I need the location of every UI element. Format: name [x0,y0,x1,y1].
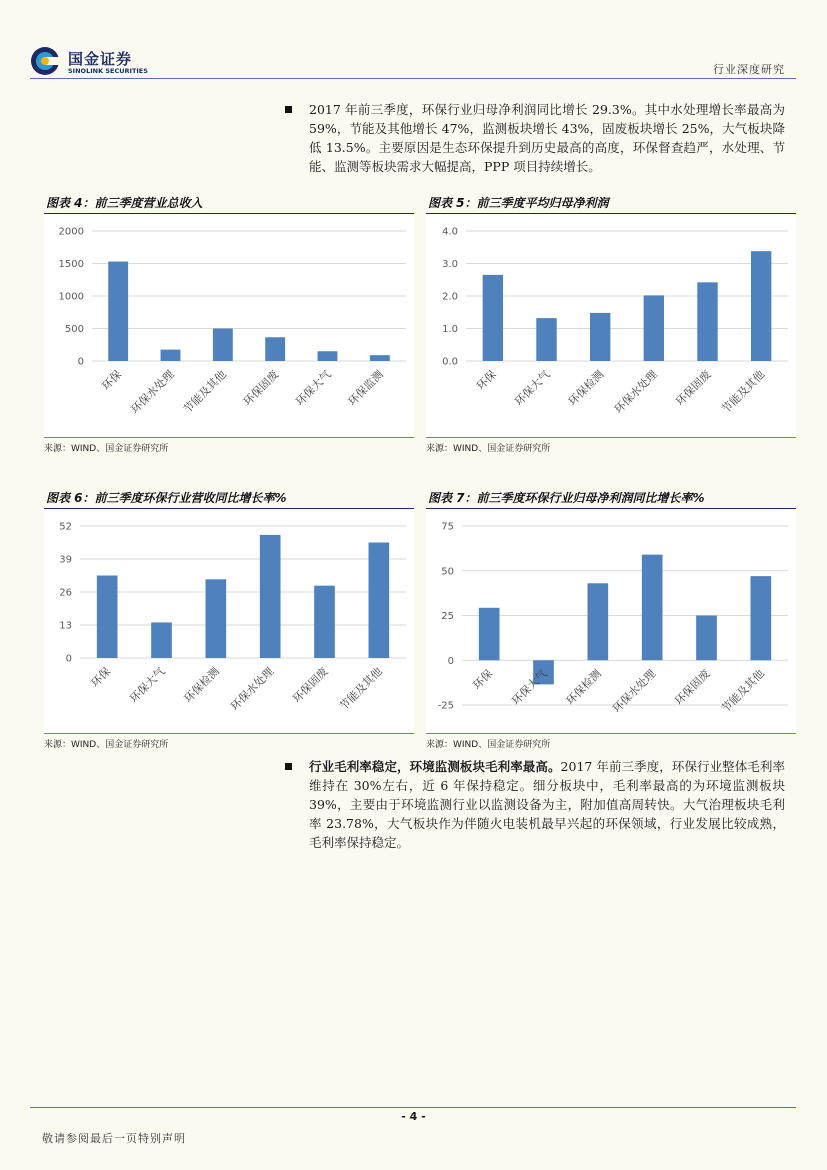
x-category-label: 环保大气 [127,664,168,706]
bar [536,318,556,361]
paragraph-body [309,757,785,852]
x-category-label: 环保固废 [673,367,714,409]
x-category-label: 环保大气 [509,667,550,708]
header-divider [30,78,796,79]
x-category-label: 环保 [88,664,114,690]
y-tick-label: 0 [65,653,72,665]
bar [642,555,663,661]
paragraph-text: 2017 年前三季度，环保行业整体毛利率维持在 30%左右，近 6 年保持稳定。细分板块中，毛利率最高的为环境监测板块 39%，主要由于环境监测行业以监测设备为主，附加值高周转快。大气治理板块毛利率 23.78%，大气板块作为伴随火电装机最早兴起的环保领域，行业发展比较成熟，毛利率保持稳定。 [309,759,785,850]
bullet-paragraph-profit [285,100,785,176]
chart-svg-fig6 [44,510,414,733]
bar [751,576,772,660]
y-tick-label: 1500 [58,259,84,270]
page-header [0,0,827,84]
chart-area [426,510,796,733]
bar [751,251,771,361]
page-number: - 4 - [401,1110,426,1123]
x-category-label: 环保检测 [181,664,222,706]
logo-cn-text: 国金证券 [68,50,133,68]
y-tick-label: 3.0 [442,259,458,270]
y-tick-label: 2.0 [442,291,458,303]
chart-area [44,510,414,733]
bar [213,329,233,362]
bar [318,351,338,361]
y-tick-label: 50 [441,566,454,578]
chart-area [426,215,796,437]
bar [260,535,281,658]
y-tick-label: 75 [441,521,454,533]
x-category-label: 环保固废 [290,664,331,706]
report-type: 行业深度研究 [713,63,785,76]
bullet-square-icon [285,763,292,770]
bullet-paragraph-margin [285,757,785,852]
x-category-label: 节能及其他 [718,667,767,716]
x-category-label: 环保大气 [293,367,334,409]
y-tick-label: 0.0 [442,356,458,368]
y-tick-label: 0 [77,356,84,368]
y-tick-label: 39 [59,554,72,566]
y-tick-label: 500 [64,324,84,335]
bar [314,586,335,658]
chart-svg-fig5 [426,215,796,437]
y-tick-label: 26 [59,587,72,599]
y-tick-label: 1000 [58,291,84,303]
bar [590,313,610,361]
disclaimer-note: 敬请参阅最后一页特别声明 [42,1132,186,1145]
bar [161,350,181,361]
bar [265,337,285,361]
x-category-label: 环保检测 [563,667,604,708]
chart-title: 图表 7：前三季度环保行业归母净利润同比增长率% [426,489,796,509]
bar [696,616,717,661]
chart-title: 图表 4：前三季度营业总收入 [44,194,414,214]
chart-source: 来源：WIND、国金证券研究所 [426,437,796,454]
y-tick-label: -25 [437,700,454,712]
x-category-label: 环保检测 [565,367,607,409]
bar [108,262,128,361]
x-category-label: 环保 [474,367,499,393]
x-category-label: 环保固废 [240,367,282,409]
x-category-label: 环保水处理 [610,667,659,716]
y-tick-label: 25 [441,611,454,622]
y-tick-label: 2000 [58,226,84,238]
chart-title: 图表 6：前三季度环保行业营收同比增长率% [44,489,414,509]
chart-source: 来源：WIND、国金证券研究所 [44,733,414,750]
bullet-square-icon [285,106,292,113]
x-category-label: 环保 [99,367,125,393]
chart-source: 来源：WIND、国金证券研究所 [44,437,414,454]
chart-svg-fig4 [44,215,414,437]
bar [483,275,503,361]
x-category-label: 环保监测 [345,367,386,409]
x-category-label: 节能及其他 [336,664,385,714]
x-category-label: 环保水处理 [128,367,177,417]
y-tick-label: 13 [59,620,72,632]
x-category-label: 环保 [470,667,496,692]
chart-source: 来源：WIND、国金证券研究所 [426,733,796,750]
x-category-label: 环保水处理 [611,367,660,417]
bar [369,543,390,659]
bar [97,576,118,659]
bar [206,579,227,658]
y-tick-label: 52 [59,521,72,533]
bar [588,583,609,660]
x-category-label: 环保大气 [512,367,553,409]
y-tick-label: 4.0 [442,226,458,238]
bar [697,282,717,361]
x-category-label: 环保水处理 [228,664,277,714]
logo-mark-icon [30,46,60,76]
bar [151,622,172,658]
x-category-label: 节能及其他 [180,367,229,417]
paragraph-lead: 行业毛利率稳定，环境监测板块毛利率最高。 [309,759,561,774]
x-category-label: 环保固废 [672,667,713,708]
chart-area [44,215,414,437]
company-logo [30,46,160,80]
bar [479,608,500,660]
bar [644,295,664,361]
paragraph-text: 2017 年前三季度，环保行业归母净利润同比增长 29.3%。其中水处理增长率最高为 59%，节能及其他增长 47%，监测板块增长 43%，固废板块增长 25%，大气板块降低 13.5%。主要原因是生态环保提升到历史最高的高度，环保督查趋严，水处理、节能、监测等板块需求大幅提高，PPP 项目持续增长。 [309,102,785,174]
chart-title: 图表 5：前三季度平均归母净利润 [426,194,796,214]
logo-en-text: SINOLINK SECURITIES [68,67,148,75]
y-tick-label: 0 [447,655,454,667]
footer-divider [30,1107,796,1108]
chart-svg-fig7 [426,510,796,733]
bar [370,355,390,361]
y-tick-label: 1.0 [442,324,458,335]
x-category-label: 节能及其他 [719,367,768,417]
